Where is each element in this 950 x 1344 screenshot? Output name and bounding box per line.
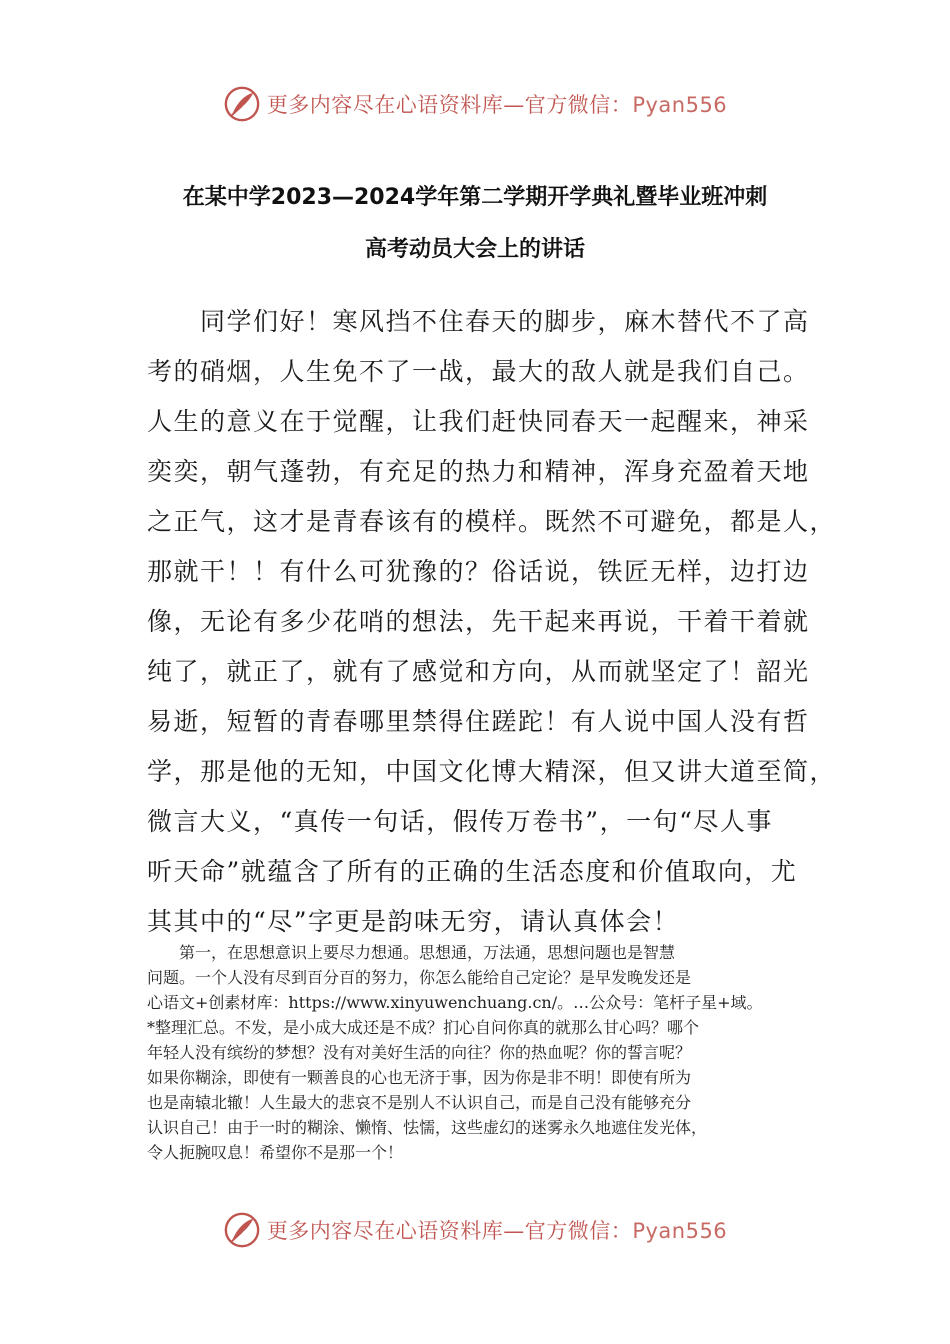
small-line: 如果你糊涂，即使有一颗善良的心也无济于事，因为你是非不明！即使有所为 — [147, 1068, 692, 1087]
page-title-line-1: 在某中学2023—2024学年第二学期开学典礼暨毕业班冲刺 — [182, 185, 768, 210]
wechat-account: Pyan556 — [632, 1219, 728, 1243]
body-line: 微言大义，“真传一句话，假传万卷书”，一句“尽人事 — [147, 807, 773, 836]
body-line: 那就干！！有什么可犹豫的？俗话说，铁匠无样，边打边 — [147, 557, 810, 586]
small-line: 心语文+创素材库：https://www.xinyuwenchuang.cn/。…公众号：笔杆子星+域。 — [147, 993, 763, 1012]
wechat-account: Pyan556 — [632, 93, 728, 117]
small-line: 年轻人没有缤纷的梦想？没有对美好生活的向往？你的热血呢？你的誓言呢？ — [147, 1043, 692, 1062]
quill-pen-logo-icon — [223, 1211, 261, 1249]
body-line: 之正气，这才是青春该有的模样。既然不可避免，都是人， — [147, 507, 837, 536]
body-line: 易逝，短暂的青春哪里禁得住蹉跎！有人说中国人没有哲 — [147, 707, 810, 736]
watermark-banner-top — [0, 82, 950, 126]
body-line: 人生的意义在于觉醒，让我们赶快同春天一起醒来，神采 — [147, 407, 810, 436]
quill-pen-logo-icon — [223, 85, 261, 123]
body-line: 纯了，就正了，就有了感觉和方向，从而就坚定了！韶光 — [147, 657, 810, 686]
watermark-text: 更多内容尽在心语资料库—官方微信：Pyan556 — [266, 93, 728, 117]
body-line: 学，那是他的无知，中国文化博大精深，但又讲大道至简， — [147, 757, 837, 786]
body-line: 听天命”就蕴含了所有的正确的生活态度和价值取向，尤 — [147, 857, 798, 886]
body-line: 同学们好！寒风挡不住春天的脚步，麻木替代不了高 — [147, 307, 810, 336]
small-line: 第一，在思想意识上要尽力想通。思想通，万法通，思想问题也是智慧 — [147, 943, 676, 962]
body-line: 奕奕，朝气蓬勃，有充足的热力和精神，浑身充盈着天地 — [147, 457, 810, 486]
watermark-text: 更多内容尽在心语资料库—官方微信：Pyan556 — [266, 1219, 728, 1243]
body-line: 考的硝烟，人生免不了一战，最大的敌人就是我们自己。 — [147, 357, 810, 386]
body-line: 其其中的“尽”字更是韵味无穷，请认真体会！ — [147, 907, 680, 936]
small-line: *整理汇总。不发，是小成大成还是不成？扪心自问你真的就那么甘心吗？哪个 — [147, 1018, 700, 1037]
page-title-line-2: 高考动员大会上的讲话 — [364, 237, 585, 262]
small-line: 问题。一个人没有尽到百分百的努力，你怎么能给自己定论？是早发晚发还是 — [147, 968, 692, 987]
small-line: 也是南辕北辙！人生最大的悲哀不是别人不认识自己，而是自己没有能够充分 — [147, 1093, 692, 1112]
watermark-banner-bottom — [0, 1208, 950, 1252]
small-line: 令人扼腕叹息！希望你不是那一个！ — [147, 1143, 404, 1162]
body-line: 像，无论有多少花哨的想法，先干起来再说，干着干着就 — [147, 607, 810, 636]
small-line: 认识自己！由于一时的糊涂、懒惰、怯懦，这些虚幻的迷雾永久地遮住发光体， — [147, 1118, 708, 1137]
